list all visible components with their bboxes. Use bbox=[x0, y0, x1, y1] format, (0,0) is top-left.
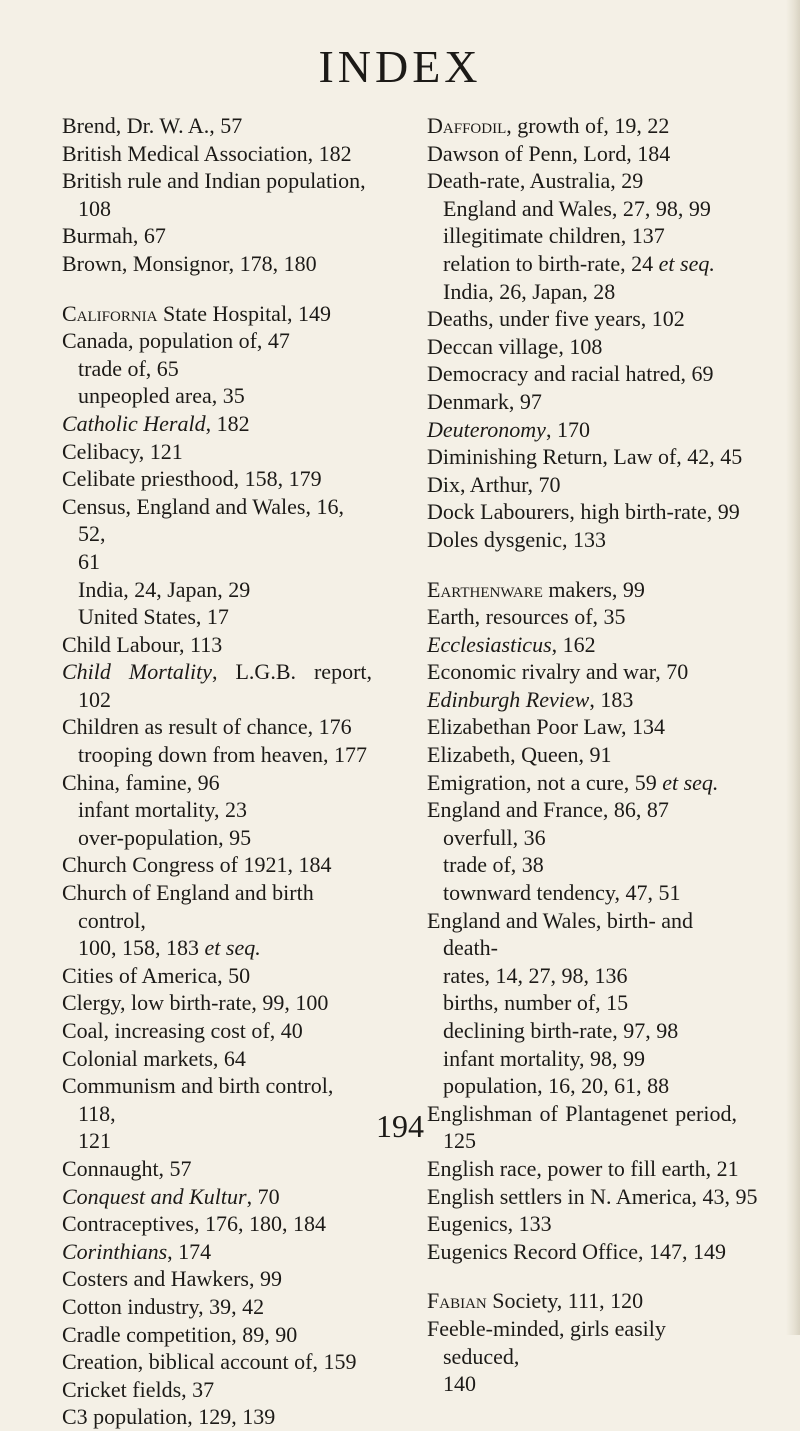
index-entry: English race, power to fill earth, 21 bbox=[427, 1155, 739, 1181]
index-entry: C3 population, 129, 139 bbox=[62, 1404, 276, 1430]
index-subentry: trade of, 65 bbox=[78, 355, 179, 381]
index-entry: Eugenics, 133 bbox=[427, 1211, 552, 1237]
index-subentry: relation to birth-rate, 24 et seq. bbox=[443, 250, 715, 276]
index-entry: Diminishing Return, Law of, 42, 45 bbox=[427, 444, 743, 470]
index-entry: Dawson of Penn, Lord, 184 bbox=[427, 140, 671, 166]
index-entry: Daffodil, growth of, 19, 22 bbox=[427, 113, 670, 138]
index-entry: English settlers in N. America, 43, 95 bbox=[427, 1183, 758, 1209]
index-subentry: over-population, 95 bbox=[78, 824, 252, 850]
index-entry: British rule and Indian population, 108 bbox=[62, 168, 366, 221]
index-subentry: England and Wales, 27, 98, 99 bbox=[443, 195, 711, 221]
index-subentry: infant mortality, 23 bbox=[78, 797, 248, 823]
index-entry: Emigration, not a cure, 59 et seq. bbox=[427, 769, 719, 795]
index-entry: Celibacy, 121 bbox=[62, 438, 183, 464]
index-entry: Englishman of Plantagenet period, 125 bbox=[427, 1100, 737, 1154]
index-entry: Contraceptives, 176, 180, 184 bbox=[62, 1211, 326, 1237]
index-entry: Elizabethan Poor Law, 134 bbox=[427, 714, 666, 740]
page-title: INDEX bbox=[318, 41, 482, 92]
index-entry: Children as result of chance, 176 bbox=[62, 714, 352, 740]
index-entry: Denmark, 97 bbox=[427, 388, 542, 414]
index-entry: Economic rivalry and war, 70 bbox=[427, 659, 689, 685]
index-entry: Colonial markets, 64 bbox=[62, 1045, 246, 1071]
index-entry: Clergy, low birth-rate, 99, 100 bbox=[62, 990, 329, 1016]
index-entry: Eugenics Record Office, 147, 149 bbox=[427, 1238, 726, 1264]
index-entry: Creation, biblical account of, 159 bbox=[62, 1349, 357, 1375]
index-subentry: population, 16, 20, 61, 88 bbox=[443, 1073, 670, 1099]
index-entry: Feeble-minded, girls easily seduced, 140 bbox=[427, 1315, 666, 1397]
index-entry: Coal, increasing cost of, 40 bbox=[62, 1018, 303, 1043]
page-number: 194 bbox=[376, 1108, 424, 1144]
index-column-left bbox=[62, 112, 372, 1431]
index-entry: Doles dysgenic, 133 bbox=[427, 526, 607, 552]
index-entry: Canada, population of, 47 bbox=[62, 328, 290, 354]
index-entry: Dix, Arthur, 70 bbox=[427, 471, 561, 497]
index-subentry: trooping down from heaven, 177 bbox=[78, 742, 367, 768]
index-entry: Deuteronomy, 170 bbox=[427, 416, 590, 442]
index-entry: Child Labour, 113 bbox=[62, 631, 223, 657]
index-entry: Deaths, under five years, 102 bbox=[427, 306, 685, 332]
index-entry: Elizabeth, Queen, 91 bbox=[427, 742, 612, 768]
index-entry: Fabian Society, 111, 120 bbox=[427, 1288, 644, 1314]
index-subentry: infant mortality, 98, 99 bbox=[443, 1045, 646, 1071]
index-entry: Child Mortality, L.G.B. report, 102 bbox=[62, 659, 373, 712]
index-entry: British Medical Association, 182 bbox=[62, 140, 352, 166]
index-entry: Edinburgh Review, 183 bbox=[427, 686, 634, 712]
index-entry: China, famine, 96 bbox=[62, 769, 220, 795]
index-entry: Death-rate, Australia, 29 bbox=[427, 168, 644, 194]
index-entry: Ecclesiasticus, 162 bbox=[427, 631, 596, 657]
index-entry: Corinthians, 174 bbox=[62, 1238, 212, 1264]
index-entry: Cricket fields, 37 bbox=[62, 1376, 215, 1402]
index-entry: Church of England and birth control, 100, 158, 183 et seq. bbox=[62, 880, 314, 961]
index-entry: Democracy and racial hatred, 69 bbox=[427, 361, 714, 387]
index-entry: Brown, Monsignor, 178, 180 bbox=[62, 250, 317, 276]
index-subentry: unpeopled area, 35 bbox=[78, 383, 245, 409]
index-subentry: trade of, 38 bbox=[443, 852, 544, 878]
index-entry: England and France, 86, 87 bbox=[427, 797, 669, 823]
index-entry: Earth, resources of, 35 bbox=[427, 604, 626, 630]
index-subentry: births, number of, 15 bbox=[443, 990, 629, 1016]
index-entry: Connaught, 57 bbox=[62, 1155, 192, 1181]
index-subentry: United States, 17 bbox=[78, 604, 229, 630]
index-subentry: overfull, 36 bbox=[443, 824, 546, 850]
index-entry: Deccan village, 108 bbox=[427, 333, 603, 359]
index-entry: Church Congress of 1921, 184 bbox=[62, 852, 332, 878]
index-entry: Dock Labourers, high birth-rate, 99 bbox=[427, 499, 740, 525]
index-subentry: India, 26, Japan, 28 bbox=[443, 278, 616, 304]
index-entry: Catholic Herald, 182 bbox=[62, 410, 250, 436]
index-entry: Cities of America, 50 bbox=[62, 962, 251, 988]
index-entry: California State Hospital, 149 bbox=[62, 300, 332, 326]
index-subentry: India, 24, Japan, 29 bbox=[78, 576, 251, 602]
index-entry: Communism and birth control, 118, 121 bbox=[62, 1073, 334, 1154]
index-subentry: declining birth-rate, 97, 98 bbox=[443, 1018, 679, 1043]
index-entry: Cotton industry, 39, 42 bbox=[62, 1293, 265, 1319]
index-subentry: illegitimate children, 137 bbox=[443, 223, 665, 249]
index-entry: England and Wales, birth- and death- rates, 14, 27, 98, 136 bbox=[427, 907, 694, 988]
index-entry: Burmah, 67 bbox=[62, 223, 166, 249]
index-entry: Earthenware makers, 99 bbox=[427, 576, 645, 602]
index-entry: Census, England and Wales, 16, 52, 61 bbox=[62, 493, 344, 574]
index-entry: Conquest and Kultur, 70 bbox=[62, 1183, 280, 1209]
index-entry: Celibate priesthood, 158, 179 bbox=[62, 466, 322, 492]
index-subentry: townward tendency, 47, 51 bbox=[443, 880, 681, 906]
index-column-right bbox=[427, 112, 758, 1398]
index-entry: Brend, Dr. W. A., 57 bbox=[62, 113, 243, 138]
index-entry: Costers and Hawkers, 99 bbox=[62, 1266, 282, 1292]
index-entry: Cradle competition, 89, 90 bbox=[62, 1321, 298, 1347]
